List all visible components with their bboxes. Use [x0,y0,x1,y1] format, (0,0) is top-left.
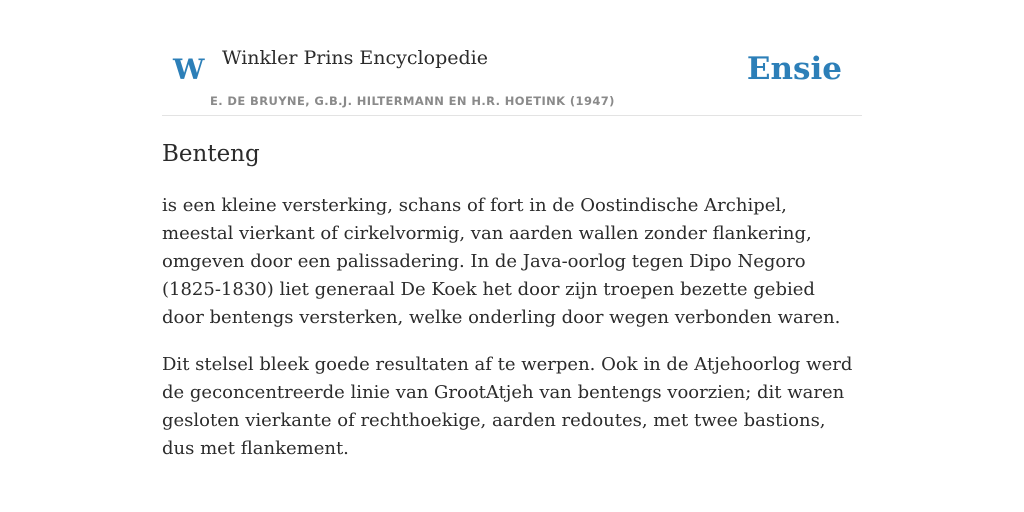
entry-body [162,192,862,482]
brand-logo-link[interactable]: Ensie [746,51,842,87]
source-title-link[interactable]: Winkler Prins Encyclopedie [222,47,488,69]
source-header [162,0,862,116]
entry-title: Benteng [162,141,260,167]
source-logo-icon[interactable]: W [173,53,205,86]
source-authors: E. DE BRUYNE, G.B.J. HILTERMANN EN H.R. HOETINK (1947) [210,94,615,108]
entry-card [162,0,862,459]
entry-paragraph: is een kleine versterking, schans of fort in de Oostindische Archipel, meestal vierkant of cirkelvormig, van aarden wallen zonder flankering, omgeven door een palissadering. In de Java-oorlog tegen Dipo Negoro (1825-1830) liet generaal De Koek het door zijn troepen bezette gebied door bentengs versterken, welke onderling door wegen verbonden waren. [162,195,841,328]
entry-paragraph: Dit stelsel bleek goede resultaten af te werpen. Ook in de Atjehoorlog werd de geconcentreerde linie van GrootAtjeh van bentengs voorzien; dit waren gesloten vierkante of rechthoekige, aarden redoutes, met twee bastions, dus met flankement. [162,354,853,459]
